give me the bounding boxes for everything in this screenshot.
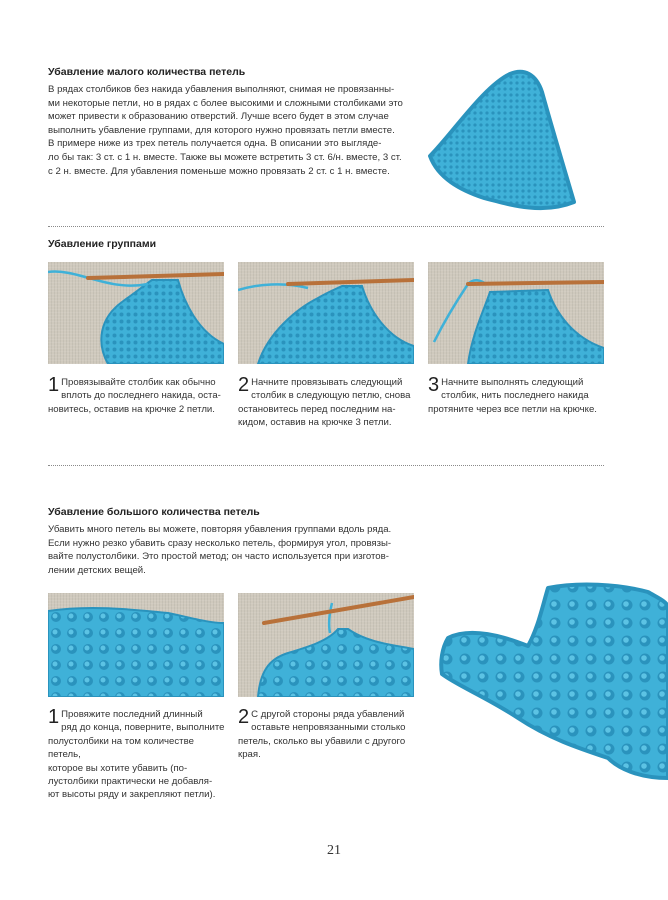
caption-line: ряд до конца, поверните, выполните: [61, 722, 225, 734]
page-number: 21: [327, 843, 341, 858]
step-text: [238, 376, 418, 430]
stepped-swatch-image: [438, 578, 668, 788]
caption-line: полустолбики на том количестве петель,: [48, 735, 194, 761]
step-photo-3: [428, 262, 604, 364]
step-text: [48, 376, 228, 416]
caption-line: оставьте непровязанными столько: [251, 722, 406, 734]
step-caption-3: [428, 376, 608, 416]
step-text: [238, 708, 418, 762]
caption-line: столбик, нить последнего накида: [441, 390, 589, 402]
crochet-photo-illustration: [428, 262, 604, 364]
caption-line: кидом, оставив на крючке 3 петли.: [238, 417, 392, 429]
body-line: может привести к образованию отверстий. Лучше всего будет в этом случае: [48, 111, 389, 123]
caption-line: Провязывайте столбик как обычно: [61, 377, 216, 388]
step-photo-2: [238, 262, 414, 364]
step-number: 1: [48, 374, 60, 396]
body-line: лении детских вещей.: [48, 564, 146, 576]
step-number: 1: [48, 706, 60, 728]
step-number: 3: [428, 374, 440, 396]
caption-line: Начните провязывать следующий: [251, 377, 403, 388]
caption-line: Начните выполнять следующий: [441, 377, 584, 388]
body-line: выполнить убавление группами, для которого нужно провязать петли вместе.: [48, 124, 395, 136]
caption-line: края.: [238, 749, 261, 761]
caption-line: вплоть до последнего накида, оста-: [61, 390, 221, 402]
body-line: ми некоторые петли, но в рядах с более высокими и сложными столбиками это: [48, 97, 403, 109]
body-line: вайте полустолбики. Это простой метод; он часто используется при изготов-: [48, 551, 389, 563]
caption-line: петель, сколько вы убавили с другого: [238, 735, 406, 747]
step-photo-5: [238, 593, 414, 697]
body-line: Если нужно резко убавить сразу несколько петель, формируя угол, провязы-: [48, 537, 392, 549]
crochet-photo-illustration: [238, 593, 414, 697]
step-photo-4: [48, 593, 224, 697]
body-line: ло бы так: 3 ст. с 1 н. вместе. Также вы можете встретить 3 ст. 6/н. вместе, 3 ст.: [48, 151, 402, 163]
section-title-group-decrease: Убавление группами: [48, 238, 157, 250]
caption-line: лустолбики практически не добавля-: [48, 776, 213, 788]
step-caption-1: [48, 376, 228, 416]
caption-line: новитесь, оставив на крючке 2 петли.: [48, 403, 215, 415]
caption-line: С другой стороны ряда убавлений: [251, 709, 405, 720]
section-title-small-decrease: Убавление малого количества петель: [48, 66, 246, 78]
step-text: [428, 376, 608, 416]
step-caption-5: [238, 708, 418, 762]
caption-line: остановитесь перед последним на-: [238, 403, 396, 415]
section-divider: [48, 465, 604, 466]
crochet-photo-illustration: [238, 262, 414, 364]
section-divider: [48, 226, 604, 227]
step-caption-4: [48, 708, 228, 802]
step-number: 2: [238, 374, 250, 396]
caption-line: Провяжите последний длинный: [61, 709, 203, 720]
caption-line: протяните через все петли на крючке.: [428, 403, 597, 415]
step-caption-2: [238, 376, 418, 430]
section-body-small-decrease: [48, 83, 408, 178]
step-text: [48, 708, 228, 802]
body-line: Убавить много петель вы можете, повторяя убавления группами вдоль ряда.: [48, 524, 392, 535]
caption-line: которое вы хотите убавить (по-: [48, 762, 188, 774]
crochet-photo-illustration: [48, 262, 224, 364]
crochet-photo-illustration: [48, 593, 224, 697]
step-number: 2: [238, 706, 250, 728]
step-photo-1: [48, 262, 224, 364]
body-line: В примере ниже из трех петель получается одна. В описании это выглядe-: [48, 138, 382, 150]
body-line: с 2 н. вместе. Для убавления поменьше можно провязать 2 ст. с 1 н. вместе.: [48, 165, 390, 177]
section-title-large-decrease: Убавление большого количества петель: [48, 506, 260, 518]
caption-line: столбик в следующую петлю, снова: [251, 390, 411, 402]
caption-line: ют высоты ряду и закрепляют петли).: [48, 789, 216, 801]
section-body-large-decrease: [48, 523, 408, 577]
body-line: В рядах столбиков без накида убавления выполняют, снимая не провязанны-: [48, 84, 395, 95]
triangle-swatch-image: [424, 68, 584, 218]
